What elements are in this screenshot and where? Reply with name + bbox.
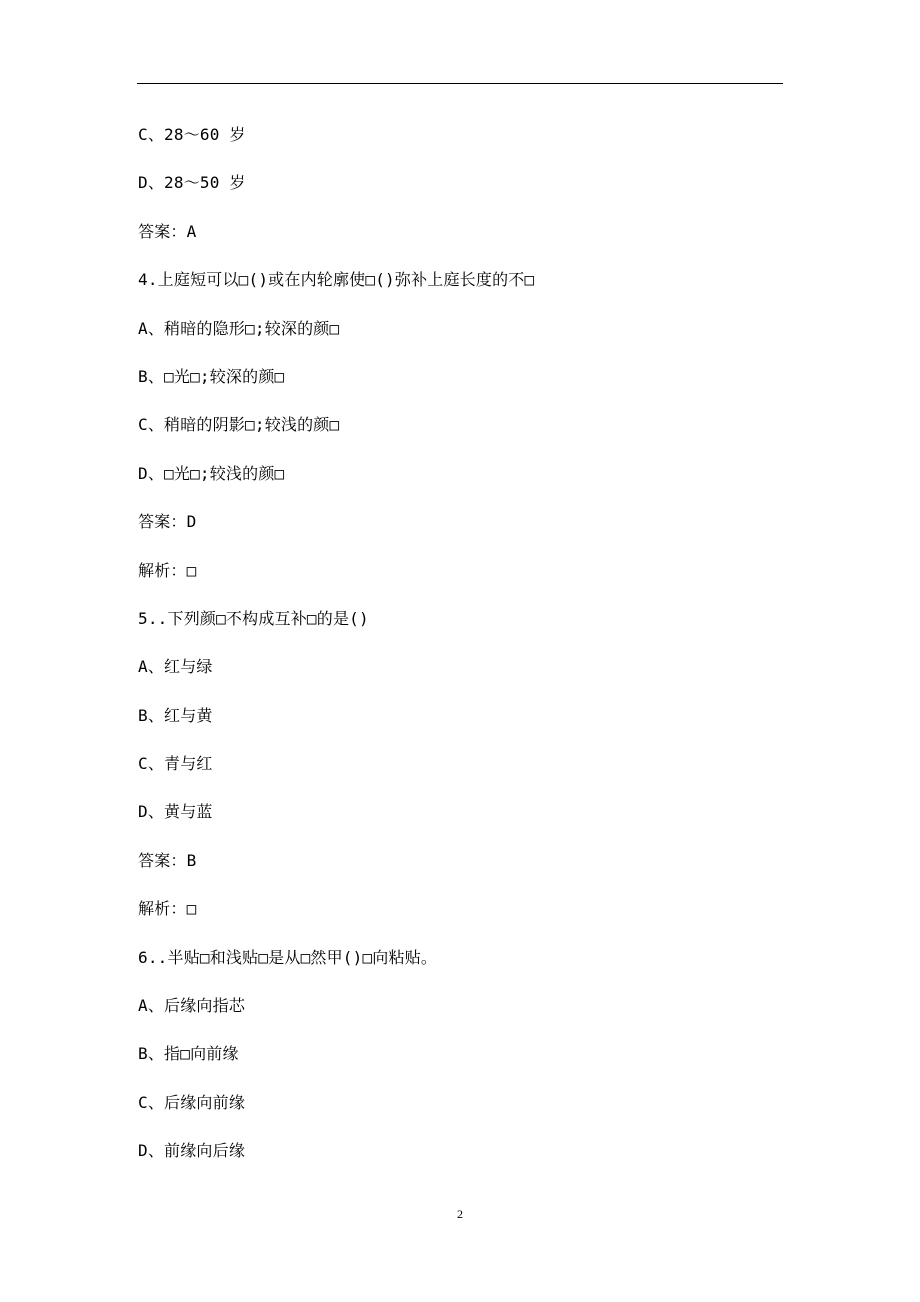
answer-q4: 答案：D [138, 512, 197, 532]
option-d-age: D、28～50 岁 [138, 173, 246, 193]
option-c-age: C、28～60 岁 [138, 125, 246, 144]
explanation-q4: 解析：□ [138, 560, 197, 580]
q4-option-a: A、稍暗的隐形□;较深的颜□ [138, 318, 340, 338]
answer-q5: 答案：B [138, 850, 197, 870]
q6-option-c: C、后缘向前缘 [138, 1092, 246, 1112]
q5-option-d: D、黄与蓝 [138, 802, 213, 822]
q6-option-d: D、前缘向后缘 [138, 1141, 246, 1161]
q5-option-c: C、青与红 [138, 754, 213, 774]
question-6: 6..半贴□和浅贴□是从□然甲()□向粘贴。 [138, 947, 438, 967]
q5-option-a: A、红与绿 [138, 657, 213, 677]
q4-option-d: D、□光□;较浅的颜□ [138, 463, 285, 483]
question-5: 5..下列颜□不构成互补□的是() [138, 608, 369, 628]
q4-option-c: C、稍暗的阴影□;较浅的颜□ [138, 415, 340, 435]
answer-q3: 答案：A [138, 221, 197, 241]
q6-option-b: B、指□向前缘 [138, 1044, 239, 1064]
header-rule [137, 83, 783, 84]
question-4: 4.上庭短可以□()或在内轮廓使□()弥补上庭长度的不□ [138, 270, 535, 290]
document-body [138, 121, 798, 1186]
q5-option-b: B、红与黄 [138, 705, 213, 725]
q4-option-b: B、□光□;较深的颜□ [138, 366, 285, 386]
q6-option-a: A、后缘向指芯 [138, 996, 246, 1016]
page-number: 2 [457, 1207, 463, 1221]
explanation-q5: 解析：□ [138, 899, 197, 919]
